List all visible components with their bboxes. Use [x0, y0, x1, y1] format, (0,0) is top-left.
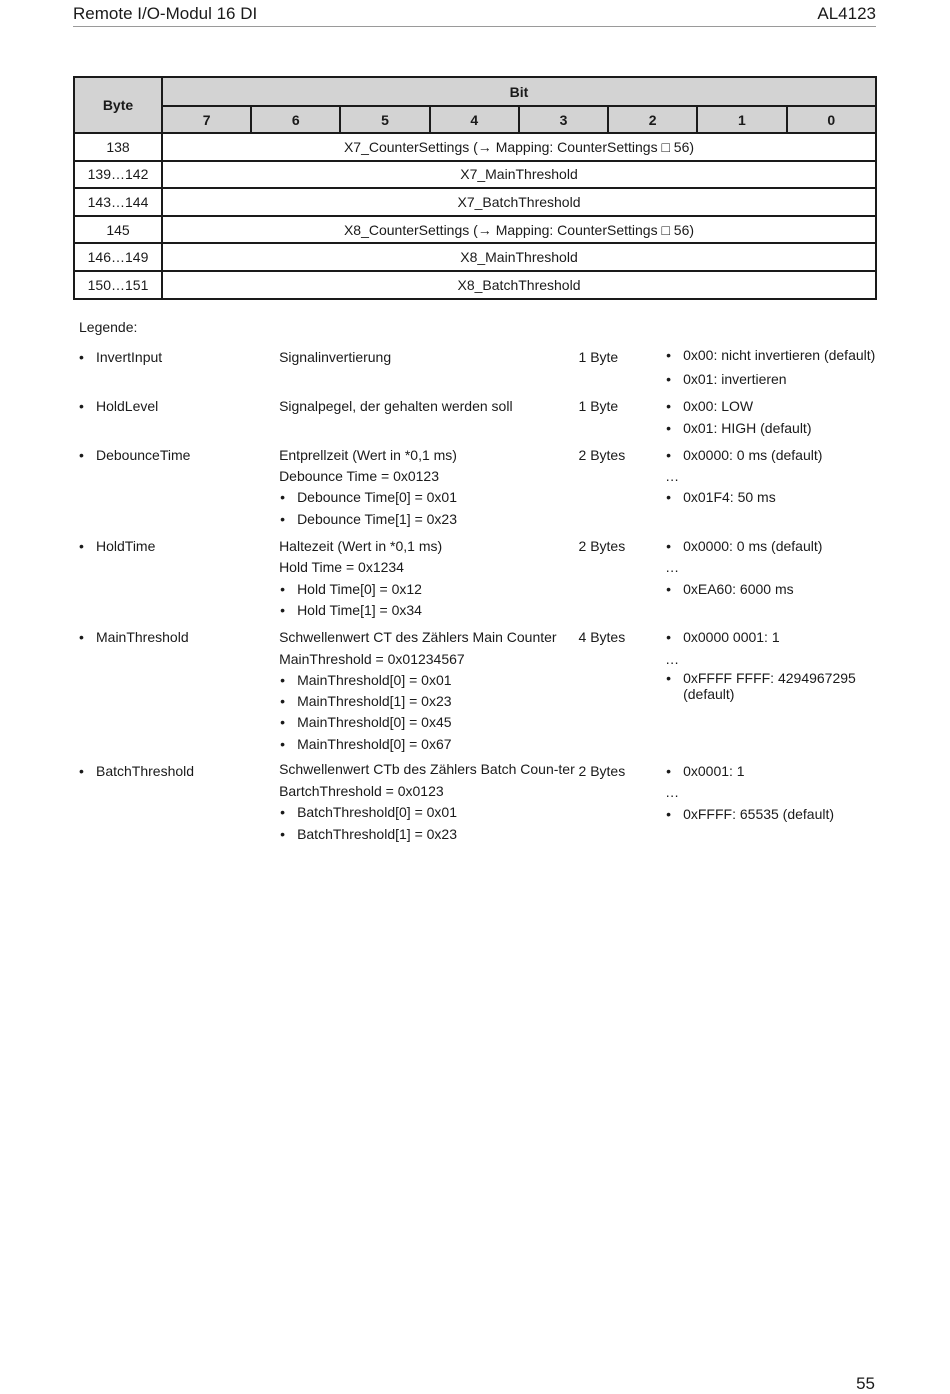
legend-item-name: • DebounceTime — [79, 445, 279, 530]
description-bullet: • MainThreshold[1] = 0x23 — [279, 691, 578, 712]
value-item: • 0x0000 0001: 1 — [665, 627, 879, 648]
value-item: • 0x00: nicht invertieren (default) — [665, 347, 879, 369]
content-cell: X8_MainThreshold — [162, 243, 876, 271]
description-line: BartchThreshold = 0x0123 — [279, 783, 444, 800]
content-cell: X8_BatchThreshold — [162, 271, 876, 299]
content-cell: X7_BatchThreshold — [162, 188, 876, 216]
legend-item — [79, 396, 879, 439]
table-row — [74, 133, 876, 161]
legend-item-name: • HoldLevel — [79, 396, 279, 439]
legend-item-name: • MainThreshold — [79, 627, 279, 755]
value-item: • 0x0000: 0 ms (default) — [665, 445, 879, 466]
description-line: Schwellenwert CTb des Zählers Batch Coun-ter — [279, 761, 575, 778]
description-bullet: • BatchThreshold[1] = 0x23 — [279, 824, 578, 845]
description-bullet: • MainThreshold[0] = 0x45 — [279, 712, 578, 733]
value-item: • 0x01: HIGH (default) — [665, 418, 879, 439]
value-item: • 0x00: LOW — [665, 396, 879, 417]
value-ellipsis: … — [665, 468, 680, 485]
description-line: Entprellzeit (Wert in *0,1 ms) — [279, 446, 457, 463]
register-table — [73, 76, 877, 300]
legend-item-name: • InvertInput — [79, 347, 279, 390]
legend-item-description — [279, 536, 578, 621]
description-line: Signalinvertierung — [279, 349, 392, 365]
bit-header-3: 3 — [519, 106, 608, 133]
byte-cell: 139…142 — [74, 161, 162, 189]
document-title: Remote I/O-Modul 16 DI — [73, 4, 258, 23]
legend-item-description — [279, 445, 578, 530]
legend-item-size: 4 Bytes — [578, 629, 626, 646]
description-bullet: • Hold Time[1] = 0x34 — [279, 600, 578, 621]
page-number: 55 — [856, 1374, 875, 1393]
description-line: Debounce Time = 0x0123 — [279, 468, 440, 485]
value-item: • 0x01: invertieren — [665, 369, 879, 390]
content-cell: X7_CounterSettings (→ Mapping: CounterSettings □ 56) — [162, 133, 876, 161]
bit-header-5: 5 — [340, 106, 429, 133]
description-bullet: • MainThreshold[0] = 0x67 — [279, 734, 578, 755]
content-cell: X7_MainThreshold — [162, 161, 876, 189]
value-ellipsis: … — [665, 559, 680, 576]
legend-item-size: 2 Bytes — [578, 446, 626, 463]
table-row — [74, 271, 876, 299]
legend-item-size: 1 Byte — [578, 398, 619, 415]
bit-header-7: 7 — [162, 106, 251, 133]
bit-column-header: Bit — [162, 77, 876, 106]
legend-item-size: 1 Byte — [578, 349, 619, 365]
legend-item — [79, 347, 879, 390]
description-bullet: • MainThreshold[0] = 0x01 — [279, 670, 578, 691]
byte-column-header: Byte — [74, 77, 162, 133]
description-line: Schwellenwert CT des Zählers Main Counter — [279, 629, 557, 646]
byte-cell: 138 — [74, 133, 162, 161]
legend-item-name: • HoldTime — [79, 536, 279, 621]
table-row — [74, 216, 876, 244]
bit-header-4: 4 — [430, 106, 519, 133]
legend-item-values — [665, 396, 879, 439]
page-header — [73, 4, 876, 27]
legend-item-values — [665, 347, 879, 390]
legend-item-description — [279, 627, 578, 755]
value-item: • 0x0001: 1 — [665, 761, 879, 782]
legend-item-description — [279, 347, 578, 390]
table-row — [74, 188, 876, 216]
product-code: AL4123 — [817, 4, 876, 23]
description-line: Haltezeit (Wert in *0,1 ms) — [279, 538, 443, 555]
content-cell: X8_CounterSettings (→ Mapping: CounterSettings □ 56) — [162, 216, 876, 244]
description-bullet: • Hold Time[0] = 0x12 — [279, 579, 578, 600]
legend-item — [79, 627, 879, 755]
legend-list — [79, 347, 879, 851]
value-item: • 0x0000: 0 ms (default) — [665, 536, 879, 557]
legend-item-name: • BatchThreshold — [79, 761, 279, 845]
value-item: • 0x01F4: 50 ms — [665, 487, 879, 508]
legend-item-values — [665, 761, 879, 845]
legend-item-values — [665, 445, 879, 530]
legend-item-values — [665, 627, 879, 755]
table-row — [74, 161, 876, 189]
legend-item-description — [279, 761, 578, 845]
table-row — [74, 243, 876, 271]
legend-item-values — [665, 536, 879, 621]
byte-cell: 145 — [74, 216, 162, 244]
description-line: Hold Time = 0x1234 — [279, 559, 404, 576]
bit-header-2: 2 — [608, 106, 697, 133]
bit-header-6: 6 — [251, 106, 340, 133]
legend-item-description — [279, 396, 578, 439]
description-line: Signalpegel, der gehalten werden soll — [279, 398, 513, 415]
bit-header-0: 0 — [787, 106, 876, 133]
description-bullet: • BatchThreshold[0] = 0x01 — [279, 802, 578, 823]
bit-header-1: 1 — [697, 106, 786, 133]
byte-cell: 143…144 — [74, 188, 162, 216]
description-line: MainThreshold = 0x01234567 — [279, 650, 465, 667]
description-bullet: • Debounce Time[1] = 0x23 — [279, 509, 578, 530]
value-ellipsis: … — [665, 784, 680, 801]
byte-cell: 146…149 — [74, 243, 162, 271]
legend-title: Legende: — [79, 319, 138, 335]
description-bullet: • Debounce Time[0] = 0x01 — [279, 487, 578, 508]
value-item: • 0xFFFF: 65535 (default) — [665, 804, 879, 825]
legend-item — [79, 761, 879, 845]
value-item: • 0xFFFF FFFF: 4294967295 (default) — [665, 670, 879, 708]
legend-item-size: 2 Bytes — [578, 538, 626, 555]
byte-cell: 150…151 — [74, 271, 162, 299]
legend-item-size: 2 Bytes — [578, 763, 626, 780]
legend-item — [79, 536, 879, 621]
legend-item — [79, 445, 879, 530]
value-item: • 0xEA60: 6000 ms — [665, 579, 879, 600]
value-ellipsis: … — [665, 650, 680, 667]
